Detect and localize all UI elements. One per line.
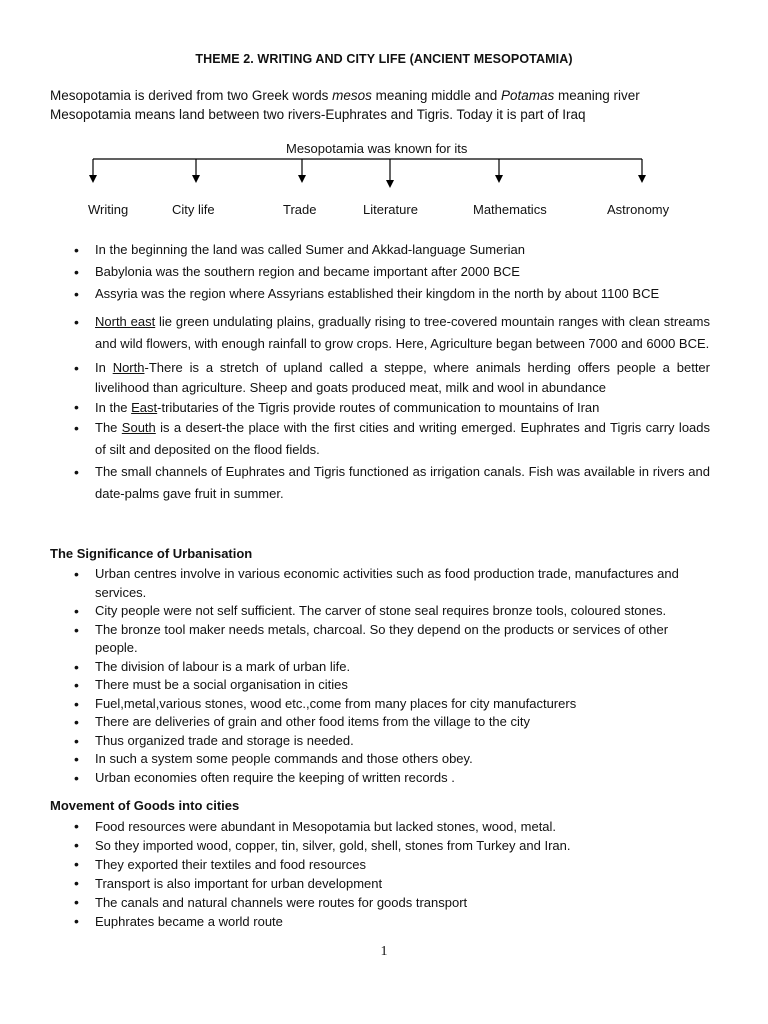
goods-list (74, 817, 710, 931)
arrow-city-life (192, 175, 200, 183)
list-item: • Transport is also important for urban development (74, 874, 710, 893)
arrow-astronomy (638, 175, 646, 183)
list-item: • The bronze tool maker needs metals, charcoal. So they depend on the products or services of other people. (74, 621, 710, 658)
list-item: • They exported their textiles and food resources (74, 855, 710, 874)
list-item: • Urban economies often require the keeping of written records . (74, 769, 710, 788)
term-south: South (121, 420, 156, 435)
list-item: • There must be a social organisation in cities (74, 676, 710, 695)
intro-term-mesos: mesos (332, 88, 372, 103)
list-item: • In such a system some people commands and those others obey. (74, 750, 710, 769)
diagram-node-astronomy: Astronomy (607, 202, 670, 217)
intro-term-potamas: Potamas (500, 88, 555, 103)
intro-text-e: meaning river (554, 88, 640, 103)
list-item-text: In (95, 360, 113, 375)
term-north-east: North east (95, 314, 156, 329)
arrow-mathematics (495, 175, 503, 183)
list-item: • In the beginning the land was called Sumer and Akkad-language Sumerian (74, 239, 710, 261)
diagram-node-mathematics: Mathematics (473, 202, 547, 217)
list-item: • The canals and natural channels were routes for goods transport (74, 893, 710, 912)
geography-list (74, 311, 710, 505)
list-item: • Babylonia was the southern region and became important after 2000 BCE (74, 261, 710, 283)
diagram-node-writing: Writing (88, 202, 129, 217)
list-item-text: The (95, 420, 122, 435)
list-item (74, 417, 710, 461)
list-item: • Food resources were abundant in Mesopotamia but lacked stones, wood, metal. (74, 817, 710, 836)
term-north: North (112, 360, 145, 375)
intro-text-a: Mesopotamia is derived from two Greek words (50, 88, 333, 103)
diagram-connector-lines (0, 150, 768, 190)
term-east: East (131, 400, 158, 415)
section-heading-urbanisation: The Significance of Urbanisation (50, 546, 253, 561)
arrow-literature (386, 180, 394, 188)
page-title: THEME 2. WRITING AND CITY LIFE (ANCIENT MESOPOTAMIA) (195, 52, 573, 66)
diagram-node-city-life: City life (172, 202, 215, 217)
section-heading-goods: Movement of Goods into cities (50, 798, 240, 813)
list-item (74, 398, 710, 417)
list-item: • Euphrates became a world route (74, 912, 710, 931)
intro-line-2: Mesopotamia means land between two rivers-Euphrates and Tigris. Today it is part of Iraq (50, 107, 586, 122)
list-item (74, 358, 710, 398)
list-item: • City people were not self sufficient. The carver of stone seal requires bronze tools, coloured stones. (74, 602, 710, 621)
list-item: • Assyria was the region where Assyrians established their kingdom in the north by about 1100 BCE (74, 283, 710, 305)
intro-text-c: meaning middle and (371, 88, 501, 103)
page-number: 1 (380, 944, 388, 959)
list-item: • The small channels of Euphrates and Tigris functioned as irrigation canals. Fish was available in rivers and date-palms gave fruit in summer. (74, 461, 710, 505)
list-item-text: is a desert-the place with the first cities and writing emerged. Euphrates and Tigris carry loads of silt and deposited on the flood fields. (95, 420, 711, 457)
diagram-node-literature: Literature (363, 202, 418, 217)
list-item-text: In the (95, 400, 132, 415)
diagram-node-trade: Trade (283, 202, 317, 217)
regions-list (74, 239, 710, 305)
list-item-text: -tributaries of the Tigris provide routes of communication to mountains of Iran (157, 400, 600, 415)
list-item: • Urban centres involve in various economic activities such as food production trade, manufactures and services. (74, 565, 710, 602)
arrow-trade (298, 175, 306, 183)
list-item: • So they imported wood, copper, tin, silver, gold, shell, stones from Turkey and Iran. (74, 836, 710, 855)
list-item-text: lie green undulating plains, gradually rising to tree-covered mountain ranges with clean streams and wild flowers, with enough rainfall to grow crops. Here, Agriculture began between 7000 and 6000 BCE. (95, 314, 710, 351)
list-item: • Fuel,metal,various stones, wood etc.,come from many places for city manufacturers (74, 695, 710, 714)
list-item: • The division of labour is a mark of urban life. (74, 658, 710, 677)
diagram-title: Mesopotamia was known for its (286, 141, 468, 156)
list-item-text: -There is a stretch of upland called a steppe, where animals herding offers people a better livelihood than agriculture. Sheep and goats produced meat, milk and wool in abundance (95, 360, 710, 395)
intro-line-1 (50, 88, 640, 103)
list-item: • Thus organized trade and storage is needed. (74, 732, 710, 751)
urbanisation-list (74, 565, 710, 787)
arrow-writing (89, 175, 97, 183)
list-item (74, 311, 710, 355)
list-item: • There are deliveries of grain and other food items from the village to the city (74, 713, 710, 732)
